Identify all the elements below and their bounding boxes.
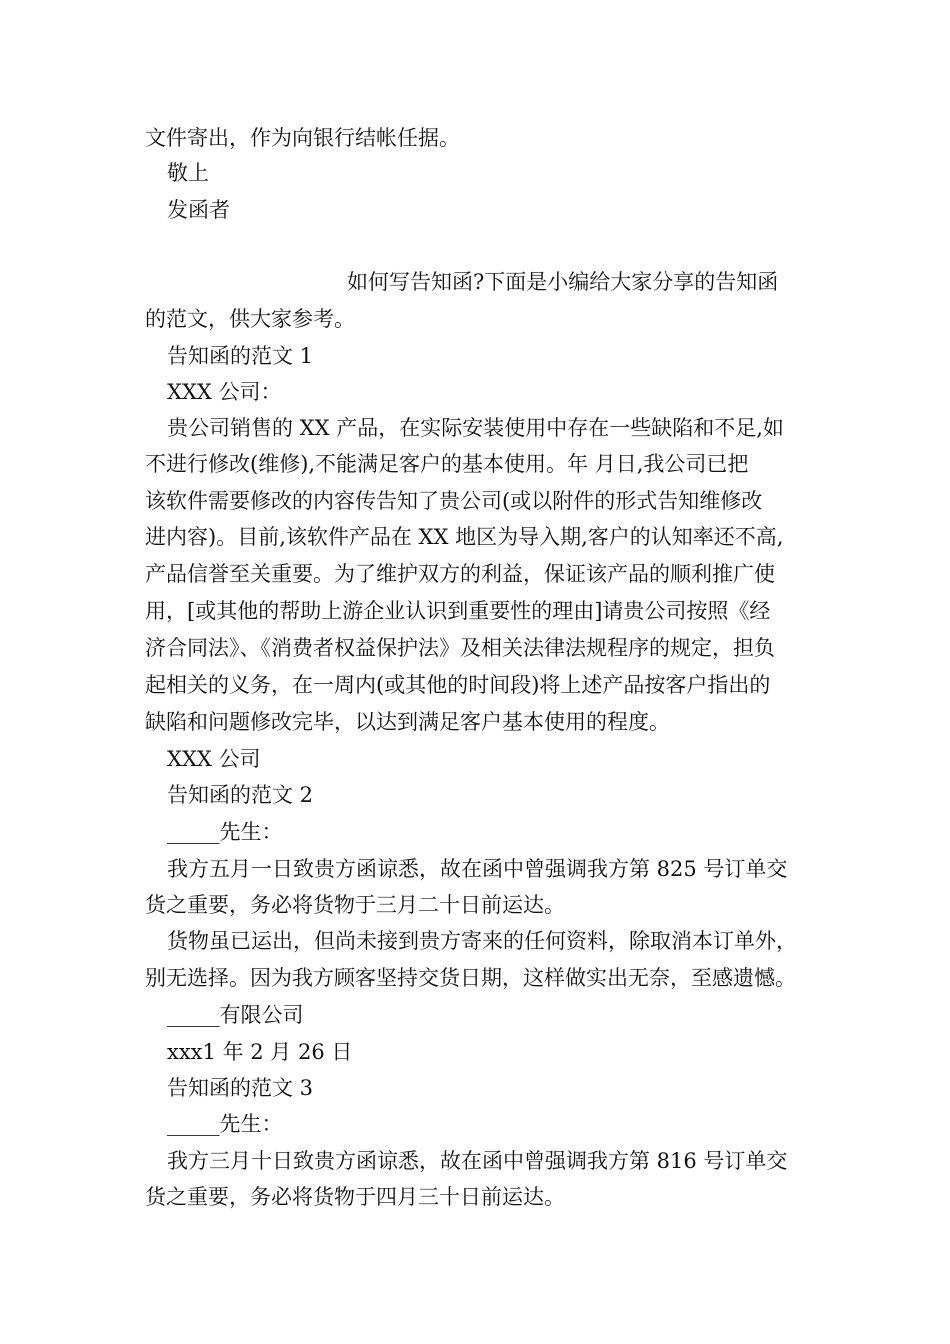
text-line: 我方五月一日致贵方函谅悉，故在函中曾强调我方第 825 号订单交 — [167, 857, 788, 881]
salutation-line: _____先生： — [167, 820, 283, 844]
section-heading: 告知函的范文 1 — [167, 344, 314, 368]
text-line: 该软件需要修改的内容传告知了贵公司(或以附件的形式告知维修改 — [145, 489, 763, 513]
text-line: 产品信誉至关重要。为了维护双方的利益，保证该产品的顺利推广使 — [145, 562, 775, 586]
text-line: 我方三月十日致贵方函谅悉，故在函中曾强调我方第 816 号订单交 — [167, 1149, 788, 1173]
signature-line: _____有限公司 — [167, 1003, 304, 1027]
sender-line: 发函者 — [167, 198, 230, 222]
text-line: 起相关的义务，在一周内(或其他的时间段)将上述产品按客户指出的 — [145, 673, 771, 697]
section-heading: 告知函的范文 2 — [167, 783, 314, 807]
salutation-line: XXX 公司： — [167, 380, 282, 404]
section-heading: 告知函的范文 3 — [167, 1076, 314, 1100]
closing-line: 敬上 — [167, 161, 209, 185]
text-line: 货之重要，务必将货物于三月二十日前运达。 — [145, 893, 565, 917]
salutation-line: _____先生： — [167, 1112, 283, 1136]
intro-line: 如何写告知函?下面是小编给大家分享的告知函 — [347, 270, 779, 294]
intro-line: 的范文，供大家参考。 — [145, 307, 355, 331]
signature-line: XXX 公司 — [167, 747, 261, 771]
text-line: 进内容)。目前,该软件产品在 XX 地区为导入期,客户的认知率还不高, — [145, 525, 784, 549]
text-line: 不进行修改(维修),不能满足客户的基本使用。年 月日,我公司已把 — [145, 452, 749, 476]
text-line: 用，[或其他的帮助上游企业认识到重要性的理由]请贵公司按照《经 — [145, 599, 771, 623]
text-line: 货之重要，务必将货物于四月三十日前运达。 — [145, 1185, 565, 1209]
text-line: 贵公司销售的 XX 产品，在实际安装使用中存在一些缺陷和不足,如 — [167, 416, 784, 440]
text-line: 别无选择。因为我方顾客坚持交货日期，这样做实出无奈，至感遗憾。 — [145, 966, 796, 990]
text-line: 缺陷和问题修改完毕，以达到满足客户基本使用的程度。 — [145, 710, 670, 734]
date-line: xxx1 年 2 月 26 日 — [167, 1040, 353, 1064]
text-line: 济合同法》、《消费者权益保护法》及相关法律法规程序的规定，担负 — [145, 636, 775, 660]
text-line: 货物虽已运出，但尚未接到贵方寄来的任何资料，除取消本订单外， — [167, 929, 797, 953]
text-line: 文件寄出，作为向银行结帐任据。 — [145, 126, 460, 150]
